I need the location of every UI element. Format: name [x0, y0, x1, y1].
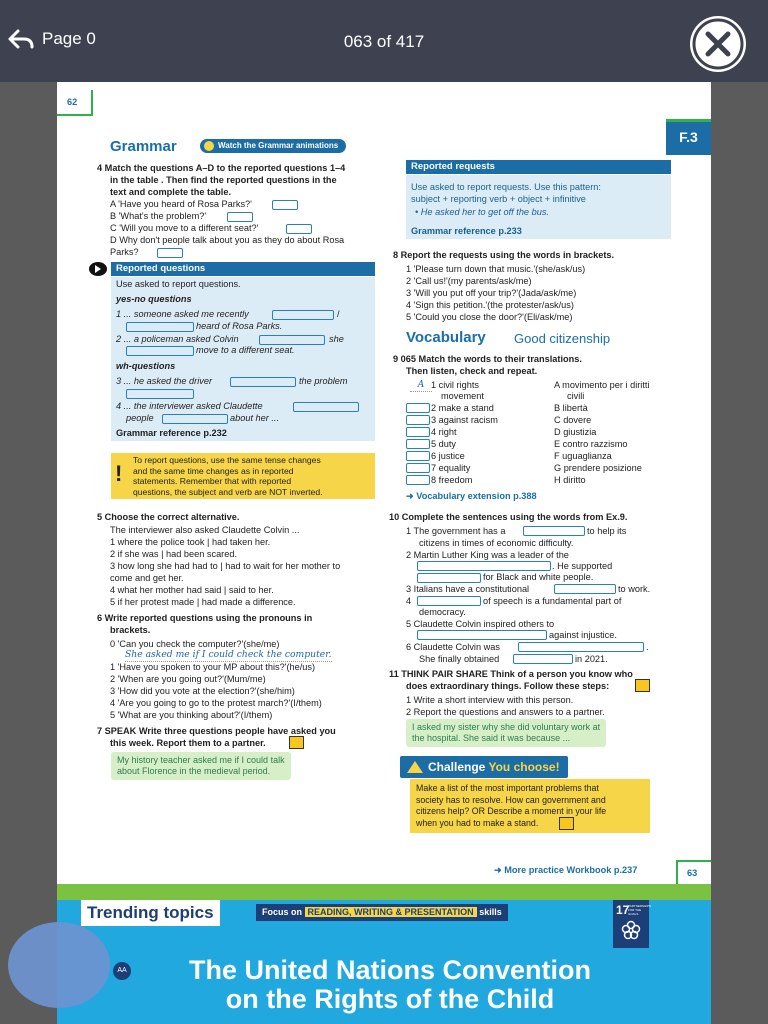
- challenge-label: Challenge: [428, 760, 486, 774]
- vocab-right-g: G prendere posizione: [554, 463, 642, 473]
- ex5-item-2[interactable]: 2 if she was | had been scared.: [110, 549, 238, 559]
- sticky-note-icon[interactable]: [559, 817, 574, 830]
- reported-questions-header: Reported questions: [111, 262, 375, 276]
- answer-box[interactable]: [406, 403, 430, 413]
- answer-box[interactable]: [523, 526, 585, 536]
- ex10-line-2: 2 Martin Luther King was a leader of the: [406, 550, 569, 560]
- answer-box[interactable]: [406, 427, 430, 437]
- ex8-item-5: 5 'Could you close the door?'(Eli/ask/me): [406, 312, 573, 322]
- ex9-title: 9 065 Match the words to their translations.: [393, 354, 582, 364]
- yes-no-row-2-she: she: [329, 334, 344, 344]
- ex10-line-4b: of speech is a fundamental part of: [483, 596, 622, 606]
- ex5-intro: The interviewer also asked Claudette Colvin ...: [110, 525, 300, 535]
- ex6-title-2: brackets.: [110, 625, 151, 635]
- wh-row-1: 3 ... he asked the driver: [116, 376, 213, 386]
- yes-no-row-2b: move to a different seat.: [196, 345, 295, 355]
- ex6-example-a: She asked me if I could check the computer.: [125, 649, 332, 660]
- answer-box[interactable]: [293, 402, 359, 412]
- ex10-line-6b: She finally obtained: [419, 654, 500, 664]
- answer-box[interactable]: [126, 322, 194, 332]
- ex5-item-3b: come and get her.: [110, 573, 184, 583]
- audio-badge[interactable]: AA: [113, 962, 131, 980]
- vocab-right-f: F uguaglianza: [554, 451, 612, 461]
- wh-row-2b: people: [126, 413, 154, 423]
- trending-topics-label: Trending topics: [81, 900, 220, 926]
- ex10-line-5b: against injustice.: [549, 630, 617, 640]
- answer-box[interactable]: [162, 414, 228, 424]
- ex11-speech-bubble: [406, 719, 606, 747]
- ex6-item-3: 3 'How did you vote at the election?'(she/him): [110, 686, 295, 696]
- focus-on-text: Focus on: [262, 907, 302, 917]
- vocab-left-2: 2 make a stand: [431, 403, 494, 413]
- wh-label: wh-questions: [116, 361, 176, 371]
- ex10-line-2b: . He supported: [552, 561, 613, 571]
- ex10-line-5: 5 Claudette Colvin inspired others to: [406, 619, 555, 629]
- answer-box[interactable]: [406, 475, 430, 485]
- ex11-title-1: [389, 668, 633, 680]
- page-counter: 063 of 417: [343, 32, 425, 51]
- requests-line-2: subject + reporting verb + object + infinitive: [411, 194, 586, 204]
- ex5-item-5[interactable]: 5 if her protest made | had made a difference.: [110, 597, 296, 607]
- ex11-bubble-line-1: I asked my sister why she did voluntary work at: [412, 722, 601, 732]
- ex10-line-4: 4: [406, 596, 412, 606]
- sticky-note-icon[interactable]: [635, 679, 650, 692]
- ex5-item-1[interactable]: 1 where the police took | had taken her.: [110, 537, 271, 547]
- vocab-right-c: C dovere: [554, 415, 592, 425]
- ex10-line-2c: for Black and white people.: [483, 572, 594, 582]
- focus-skills-label: [256, 904, 508, 921]
- yes-no-row-1b: heard of Rosa Parks.: [196, 321, 283, 331]
- yes-no-row-2: 2 ... a policeman asked Colvin: [116, 334, 239, 344]
- ex6-item-5: 5 'What are you thinking about?'(I/them): [110, 710, 273, 720]
- watch-pill-label: Watch the Grammar animations: [218, 141, 339, 150]
- ex5-item-4[interactable]: 4 what her mother had said | said to her.: [110, 585, 274, 595]
- vocab-extension-link[interactable]: ➜ Vocabulary extension p.388: [406, 491, 537, 501]
- ex11-step-1: 1 Write a short interview with this person.: [406, 695, 574, 705]
- grammar-reference-233[interactable]: Grammar reference p.233: [411, 226, 522, 236]
- ex4-item-b: B 'What's the problem?': [110, 211, 207, 221]
- ex4-instruction-2: in the table . Then find the reported questions in the: [110, 175, 337, 185]
- ex6-example-q: 0 'Can you check the computer?'(she/me): [110, 639, 280, 649]
- ex10-line-6-dot: .: [646, 642, 649, 652]
- ex6-item-4: 4 'Are you going to go to the protest march?'(I/them): [110, 698, 322, 708]
- ex10-line-4c: democracy.: [419, 607, 466, 617]
- ex10-line-1b: to help its: [587, 526, 627, 536]
- grammar-title: Grammar: [110, 138, 177, 155]
- play-icon: [204, 141, 214, 151]
- requests-example: • He asked her to get off the bus.: [415, 207, 549, 217]
- watch-animations-pill[interactable]: [200, 139, 346, 153]
- banner-stripe: [57, 884, 711, 900]
- vocab-left-6: 6 justice: [431, 451, 465, 461]
- answer-box[interactable]: [230, 377, 296, 387]
- ex8-item-1: 1 'Please turn down that music.'(she/ask/us): [406, 264, 586, 274]
- answer-box[interactable]: [227, 212, 253, 222]
- partnership-flower-icon: [621, 920, 641, 940]
- answer-box[interactable]: [406, 439, 430, 449]
- note-line-1: To report questions, use the same tense changes: [133, 455, 321, 465]
- ex8-title: 8 Report the requests using the words in brackets.: [393, 250, 615, 260]
- ex6-title-1: 6 Write reported questions using the pronouns in: [97, 613, 313, 623]
- answer-box[interactable]: [513, 654, 573, 664]
- ex9-answer-a: A: [410, 379, 432, 392]
- answer-box[interactable]: [406, 451, 430, 461]
- slash-text: /: [337, 309, 340, 319]
- vocab-right-a: A movimento per i diritti: [554, 380, 650, 390]
- ex6-item-2: 2 'When are you going out?'(Mum/me): [110, 674, 266, 684]
- yes-no-row-1: 1 ... someone asked me recently: [116, 309, 249, 319]
- table-intro: Use asked to report questions.: [116, 279, 241, 289]
- close-button[interactable]: [690, 16, 746, 72]
- textbook-page[interactable]: [57, 82, 711, 1024]
- challenge-line-3: citizens help? OR Describe a moment in your life: [416, 806, 607, 816]
- skills-text: skills: [479, 907, 502, 917]
- skills-highlight: READING, WRITING & PRESENTATION: [305, 907, 477, 917]
- unit-title-line-1: The United Nations Convention: [189, 955, 591, 985]
- sticky-note-icon[interactable]: [289, 736, 304, 749]
- ex10-title: 10 Complete the sentences using the words from Ex.9.: [389, 512, 628, 522]
- ex11-step-2: 2 Report the questions and answers to a partner.: [406, 707, 605, 717]
- ex5-item-3[interactable]: 3 how long she had had to | had to wait for her mother to: [110, 561, 341, 571]
- ex8-item-4: 4 'Sign this petition.'(the protester/ask/us): [406, 300, 574, 310]
- challenge-line-1: Make a list of the most important problems that: [416, 783, 599, 793]
- vocab-left-8: 8 freedom: [431, 475, 473, 485]
- vocabulary-subtitle: Good citizenship: [514, 331, 611, 346]
- ex7-bubble-line-1: My history teacher asked me if I could talk: [117, 755, 285, 765]
- vocab-left-1: 1 civil rights: [431, 380, 479, 390]
- wh-row-1b: the problem: [299, 376, 348, 386]
- challenge-line-2: society has to resolve. How can government and: [416, 794, 606, 805]
- ex9-title-2: Then listen, check and repeat.: [406, 366, 538, 376]
- ex10-line-1: 1 The government has a: [406, 526, 506, 536]
- vocab-left-1b: movement: [441, 391, 484, 401]
- wh-row-2c: about her ...: [230, 413, 280, 423]
- vocab-right-d: D giustizia: [554, 427, 597, 437]
- vocab-right-e: E contro razzismo: [554, 439, 628, 449]
- answer-box[interactable]: [406, 415, 430, 425]
- answer-box[interactable]: [272, 200, 298, 210]
- ex8-item-3: 3 'Will you put off your trip?'(Jada/ask/me): [406, 288, 577, 298]
- challenge-line-4: when you had to make a stand.: [416, 817, 539, 828]
- answer-box[interactable]: [126, 346, 194, 356]
- ex11-title-text: 11 THINK PAIR SHARE Think of a person you know who: [389, 669, 633, 679]
- ex4-item-d-cont: Parks?: [110, 247, 139, 257]
- exclamation-icon: !: [115, 461, 123, 486]
- ex4-item-c: C 'Will you move to a different seat?': [110, 223, 259, 233]
- vocab-left-5: 5 duty: [431, 439, 457, 449]
- challenge-header: [400, 756, 568, 778]
- ex10-line-3: 3 Italians have a constitutional: [406, 584, 530, 594]
- grammar-reference-232[interactable]: Grammar reference p.232: [116, 428, 227, 438]
- back-label: Page 0: [42, 29, 96, 48]
- answer-box[interactable]: [518, 642, 644, 652]
- answer-box[interactable]: [406, 463, 430, 473]
- more-practice-label: More practice Workbook p.237: [504, 865, 638, 875]
- ex10-line-6: 6 Claudette Colvin was: [406, 642, 500, 652]
- answer-box[interactable]: [286, 224, 312, 234]
- yes-no-label: yes-no questions: [116, 294, 192, 304]
- answer-box[interactable]: [272, 310, 334, 320]
- answer-box[interactable]: [417, 573, 481, 583]
- viewer-toolbar: [0, 0, 768, 82]
- ex5-title: 5 Choose the correct alternative.: [97, 512, 240, 522]
- note-line-4: questions, the subject and verb are NOT inverted.: [133, 486, 323, 497]
- ex7-title-2: this week. Report them to a partner.: [110, 738, 266, 748]
- ex7-speech-bubble: [111, 752, 291, 780]
- unit-title: [57, 956, 711, 1014]
- vocab-right-a2: civili: [567, 391, 585, 401]
- unit-title-line-2: on the Rights of the Child: [225, 984, 555, 1014]
- ex4-item-d: D Why don't people talk about you as they do about Rosa: [110, 235, 345, 245]
- note-line-2: and the same time changes as in reported: [133, 465, 294, 476]
- note-line-3: statements. Remember that with reported: [133, 476, 292, 486]
- ex8-item-2: 2 'Call us!'(my parents/ask/me): [406, 276, 532, 286]
- ex7-bubble-line-2: about Florence in the medieval period.: [117, 766, 271, 776]
- vocab-right-b: B libertà: [554, 403, 588, 413]
- ex10-line-3b: to work.: [618, 584, 651, 594]
- vocab-left-3: 3 against racism: [431, 415, 498, 425]
- sdg-number: 17: [616, 903, 630, 917]
- ex11-bubble-line-2: the hospital. She said it was because ...: [412, 733, 571, 743]
- answer-box[interactable]: [417, 561, 551, 571]
- vocabulary-title: Vocabulary: [406, 329, 486, 346]
- ex7-title-1: 7 SPEAK Write three questions people have asked you: [97, 726, 336, 736]
- ex6-item-1: 1 'Have you spoken to your MP about this?'(he/us): [110, 662, 316, 672]
- vocab-left-7: 7 equality: [431, 463, 471, 473]
- ex4-instruction-3: text and complete the table.: [110, 187, 231, 197]
- answer-box[interactable]: [554, 584, 616, 594]
- answer-box[interactable]: [157, 248, 183, 258]
- sdg-text: PARTNERSHIPS FOR THE GOALS: [628, 904, 652, 916]
- vocab-left-4: 4 right: [431, 427, 457, 437]
- section-badge: F.3: [666, 119, 711, 155]
- floating-action-button[interactable]: [8, 922, 110, 1008]
- ex10-line-6c: in 2021.: [575, 654, 608, 664]
- reported-requests-header: Reported requests: [406, 160, 671, 174]
- requests-line-1: Use asked to report requests. Use this pattern:: [411, 182, 601, 192]
- left-page-number: 62: [67, 97, 78, 107]
- arrow-bullet-icon: [89, 262, 107, 276]
- right-page-number: 63: [687, 868, 698, 878]
- ex11-title-2: does extraordinary things. Follow these steps:: [406, 681, 610, 691]
- ex4-item-a: A 'Have you heard of Rosa Parks?': [110, 199, 252, 209]
- answer-box[interactable]: [126, 389, 194, 399]
- mountain-icon: [407, 761, 423, 773]
- challenge-highlight: You choose!: [488, 760, 560, 774]
- wh-row-2: 4 ... the interviewer asked Claudette: [116, 401, 263, 411]
- answer-box[interactable]: [417, 596, 481, 606]
- sdg-goal-badge: [613, 900, 652, 948]
- answer-box[interactable]: [417, 630, 547, 640]
- ex10-line-1c: citizens in times of economic difficulty.: [419, 538, 574, 548]
- ex4-instruction-1: 4 Match the questions A–D to the reported questions 1–4: [97, 163, 346, 173]
- close-icon: [691, 17, 745, 71]
- vocab-extension-label: Vocabulary extension p.388: [416, 491, 537, 501]
- vocab-right-h: H diritto: [554, 475, 586, 485]
- more-practice-link[interactable]: ➜ More practice Workbook p.237: [494, 865, 638, 875]
- trending-topics-banner: [57, 884, 711, 1024]
